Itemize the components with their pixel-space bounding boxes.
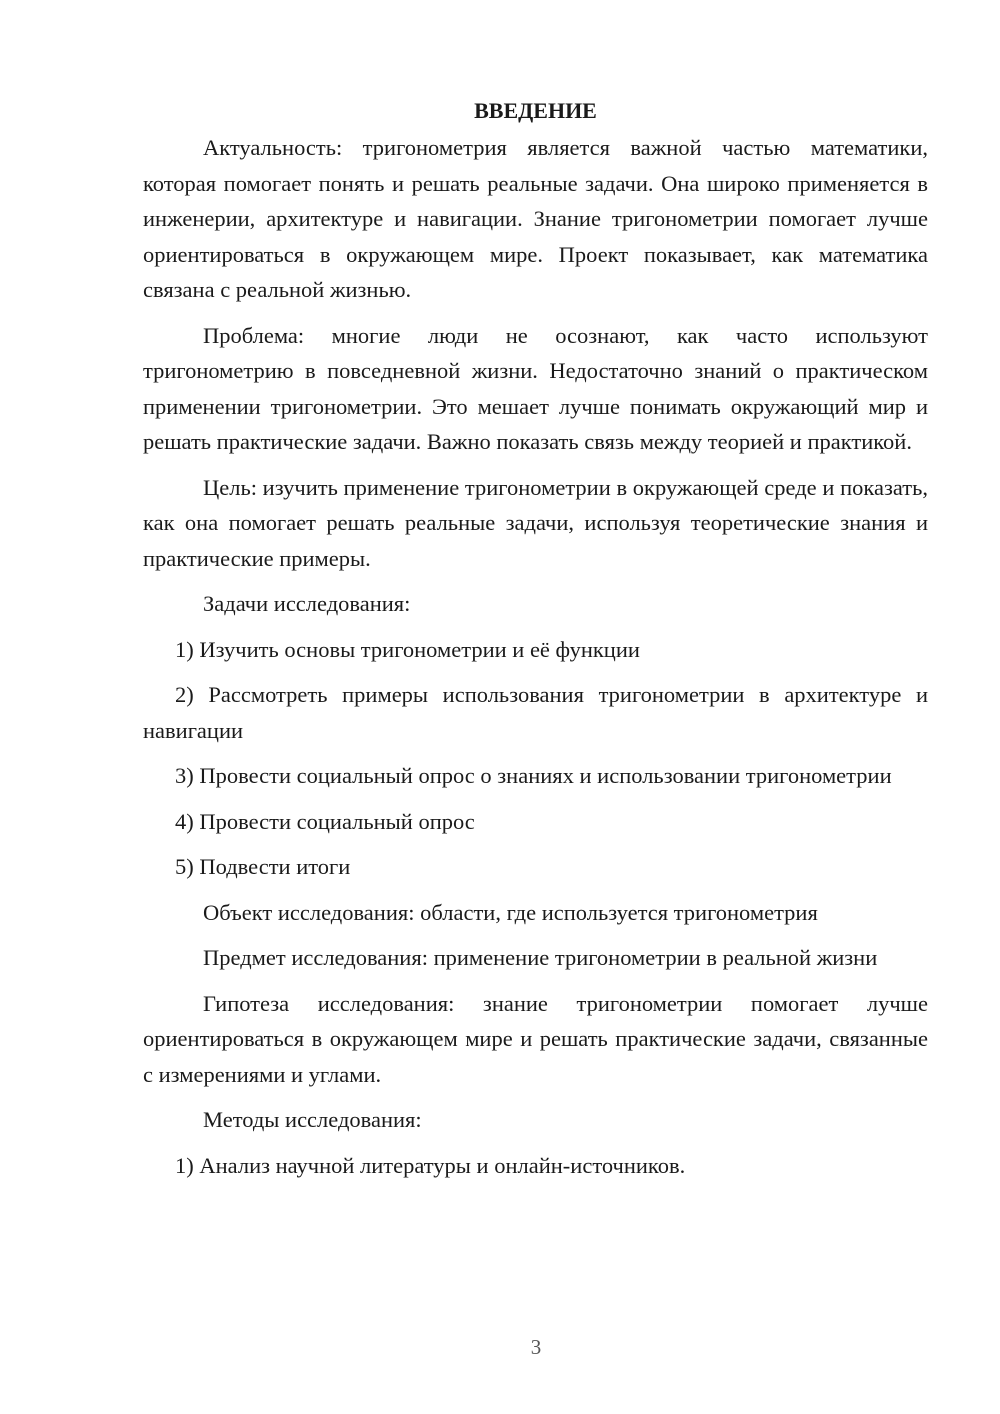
object-paragraph: Объект исследования: области, где используется тригонометрия	[203, 899, 818, 925]
task-item: 2) Рассмотреть примеры использования тригонометрии в архитектуре и навигации	[143, 682, 928, 743]
tasks-title: Задачи исследования:	[203, 591, 411, 616]
task-item: 5) Подвести итоги	[175, 854, 351, 879]
methods-list	[143, 1148, 928, 1184]
relevance-paragraph: Актуальность: тригонометрия является важной частью математики, которая помогает понять и решать реальные задачи. Она широко применяется в инженерии, архитектуре и навигации. Знание тригонометрии помогает лучше ориентироваться в окружающем мире. Проект показывает, как математика связана с реальной жизнью.	[143, 135, 928, 302]
page-number: 3	[530, 1335, 542, 1359]
problem-paragraph: Проблема: многие люди не осознают, как часто используют тригонометрию в повседневной жизни. Недостаточно знаний о практическом применении тригонометрии. Это мешает лучше понимать окружающий мир и решать практические задачи. Важно показать связь между теорией и практикой.	[143, 322, 928, 454]
methods-title: Методы исследования:	[203, 1107, 422, 1132]
hypothesis-paragraph: Гипотеза исследования: знание тригонометрии помогает лучше ориентироваться в окружающем мире и решать практические задачи, связанные с измерениями и углами.	[143, 990, 928, 1087]
goal-paragraph: Цель: изучить применение тригонометрии в окружающей среде и показать, как она помогает решать реальные задачи, используя теоретические знания и практические примеры.	[143, 474, 928, 571]
subject-paragraph: Предмет исследования: применение тригонометрии в реальной жизни	[203, 945, 878, 970]
task-item: 1) Изучить основы тригонометрии и её функции	[175, 636, 640, 662]
task-item: 3) Провести социальный опрос о знаниях и использовании тригонометрии	[175, 763, 892, 788]
task-item: 4) Провести социальный опрос	[175, 808, 475, 834]
tasks-list	[143, 632, 928, 885]
page-content	[143, 93, 928, 1193]
method-item: 1) Анализ научной литературы и онлайн-источников.	[175, 1152, 686, 1178]
section-heading: ВВЕДЕНИЕ	[474, 98, 597, 123]
